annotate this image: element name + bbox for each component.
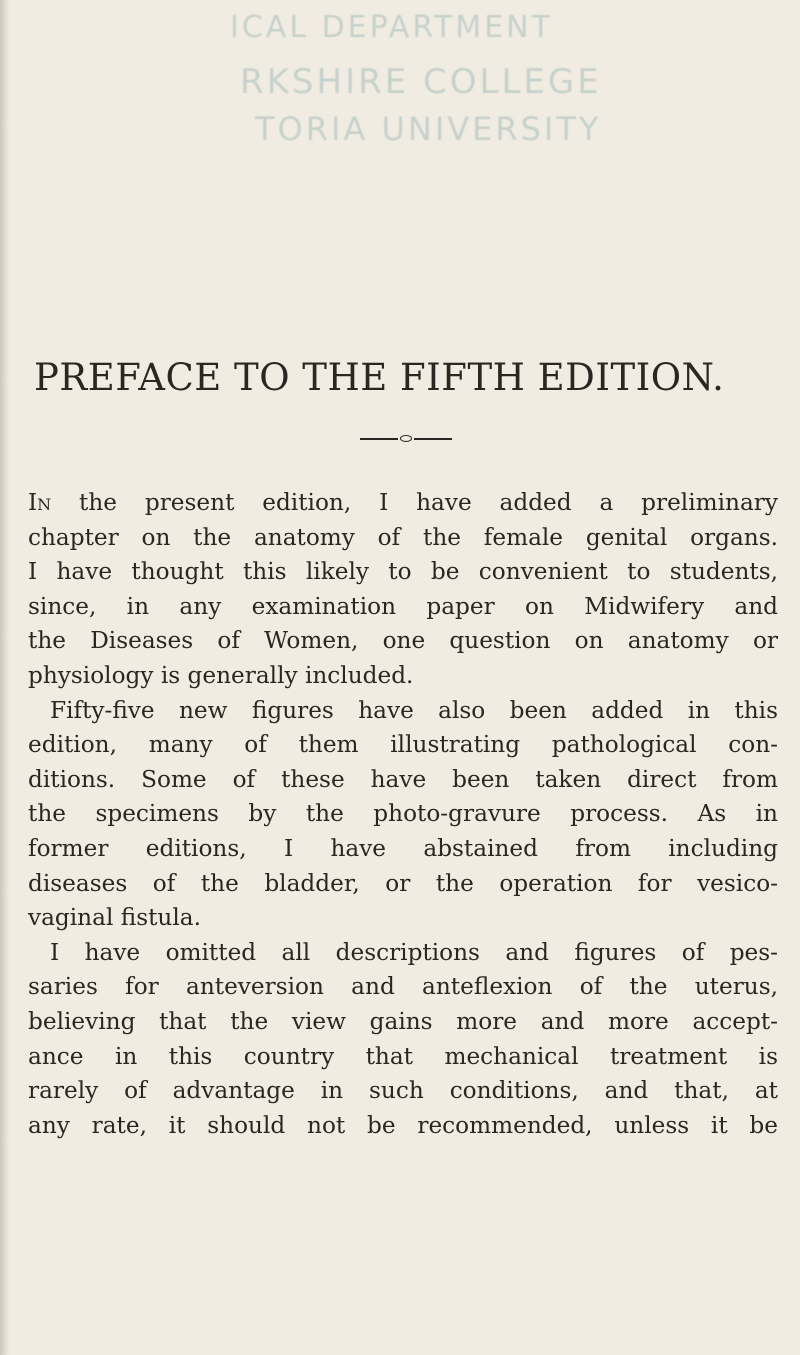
text-line: physiology is generally included. xyxy=(28,661,414,689)
line-text: the present edition, I have added a preliminary xyxy=(79,489,778,516)
text-line: the Diseases of Women, one question on anatomy or xyxy=(28,627,778,655)
ornament-rule xyxy=(414,438,452,440)
text-line: since, in any examination paper on Midwifery and xyxy=(28,592,778,620)
page-edge xyxy=(0,0,10,1355)
text-line: I have omitted all descriptions and figures of pes- xyxy=(50,938,778,966)
text-line: rarely of advantage in such conditions, and that, at xyxy=(28,1077,778,1105)
text-line: ance in this country that mechanical treatment is xyxy=(28,1042,778,1070)
ornament-diamond-icon xyxy=(400,435,412,442)
text-line: saries for anteversion and anteflexion of the uterus, xyxy=(28,973,778,1001)
preface-body xyxy=(28,486,778,1143)
title-ornament xyxy=(360,433,452,445)
text-line: edition, many of them illustrating pathological con- xyxy=(28,731,778,759)
text-line: Fifty-five new figures have also been added in this xyxy=(50,696,778,724)
text-line: I have thought this likely to be convenient to students, xyxy=(28,558,778,586)
opening-word: In xyxy=(28,489,52,516)
text-line: diseases of the bladder, or the operation for vesico- xyxy=(28,869,778,897)
text-line: chapter on the anatomy of the female genital organs. xyxy=(28,523,778,551)
text-line: the specimens by the photo-gravure process. As in xyxy=(28,800,778,828)
stamp-line: TORIA UNIVERSITY xyxy=(255,110,602,148)
text-line: believing that the view gains more and more accept- xyxy=(28,1007,778,1035)
text-line: ditions. Some of these have been taken direct from xyxy=(28,765,778,793)
text-line xyxy=(28,486,778,521)
text-line: former editions, I have abstained from including xyxy=(28,834,778,862)
ornament-rule xyxy=(360,438,398,440)
stamp-line: ICAL DEPARTMENT xyxy=(230,10,553,45)
stamp-line: RKSHIRE COLLEGE xyxy=(240,62,602,102)
text-line: vaginal fistula. xyxy=(28,904,201,932)
page-title: PREFACE TO THE FIFTH EDITION. xyxy=(34,356,725,399)
text-line: any rate, it should not be recommended, unless it be xyxy=(28,1111,778,1139)
library-stamp xyxy=(175,0,695,160)
